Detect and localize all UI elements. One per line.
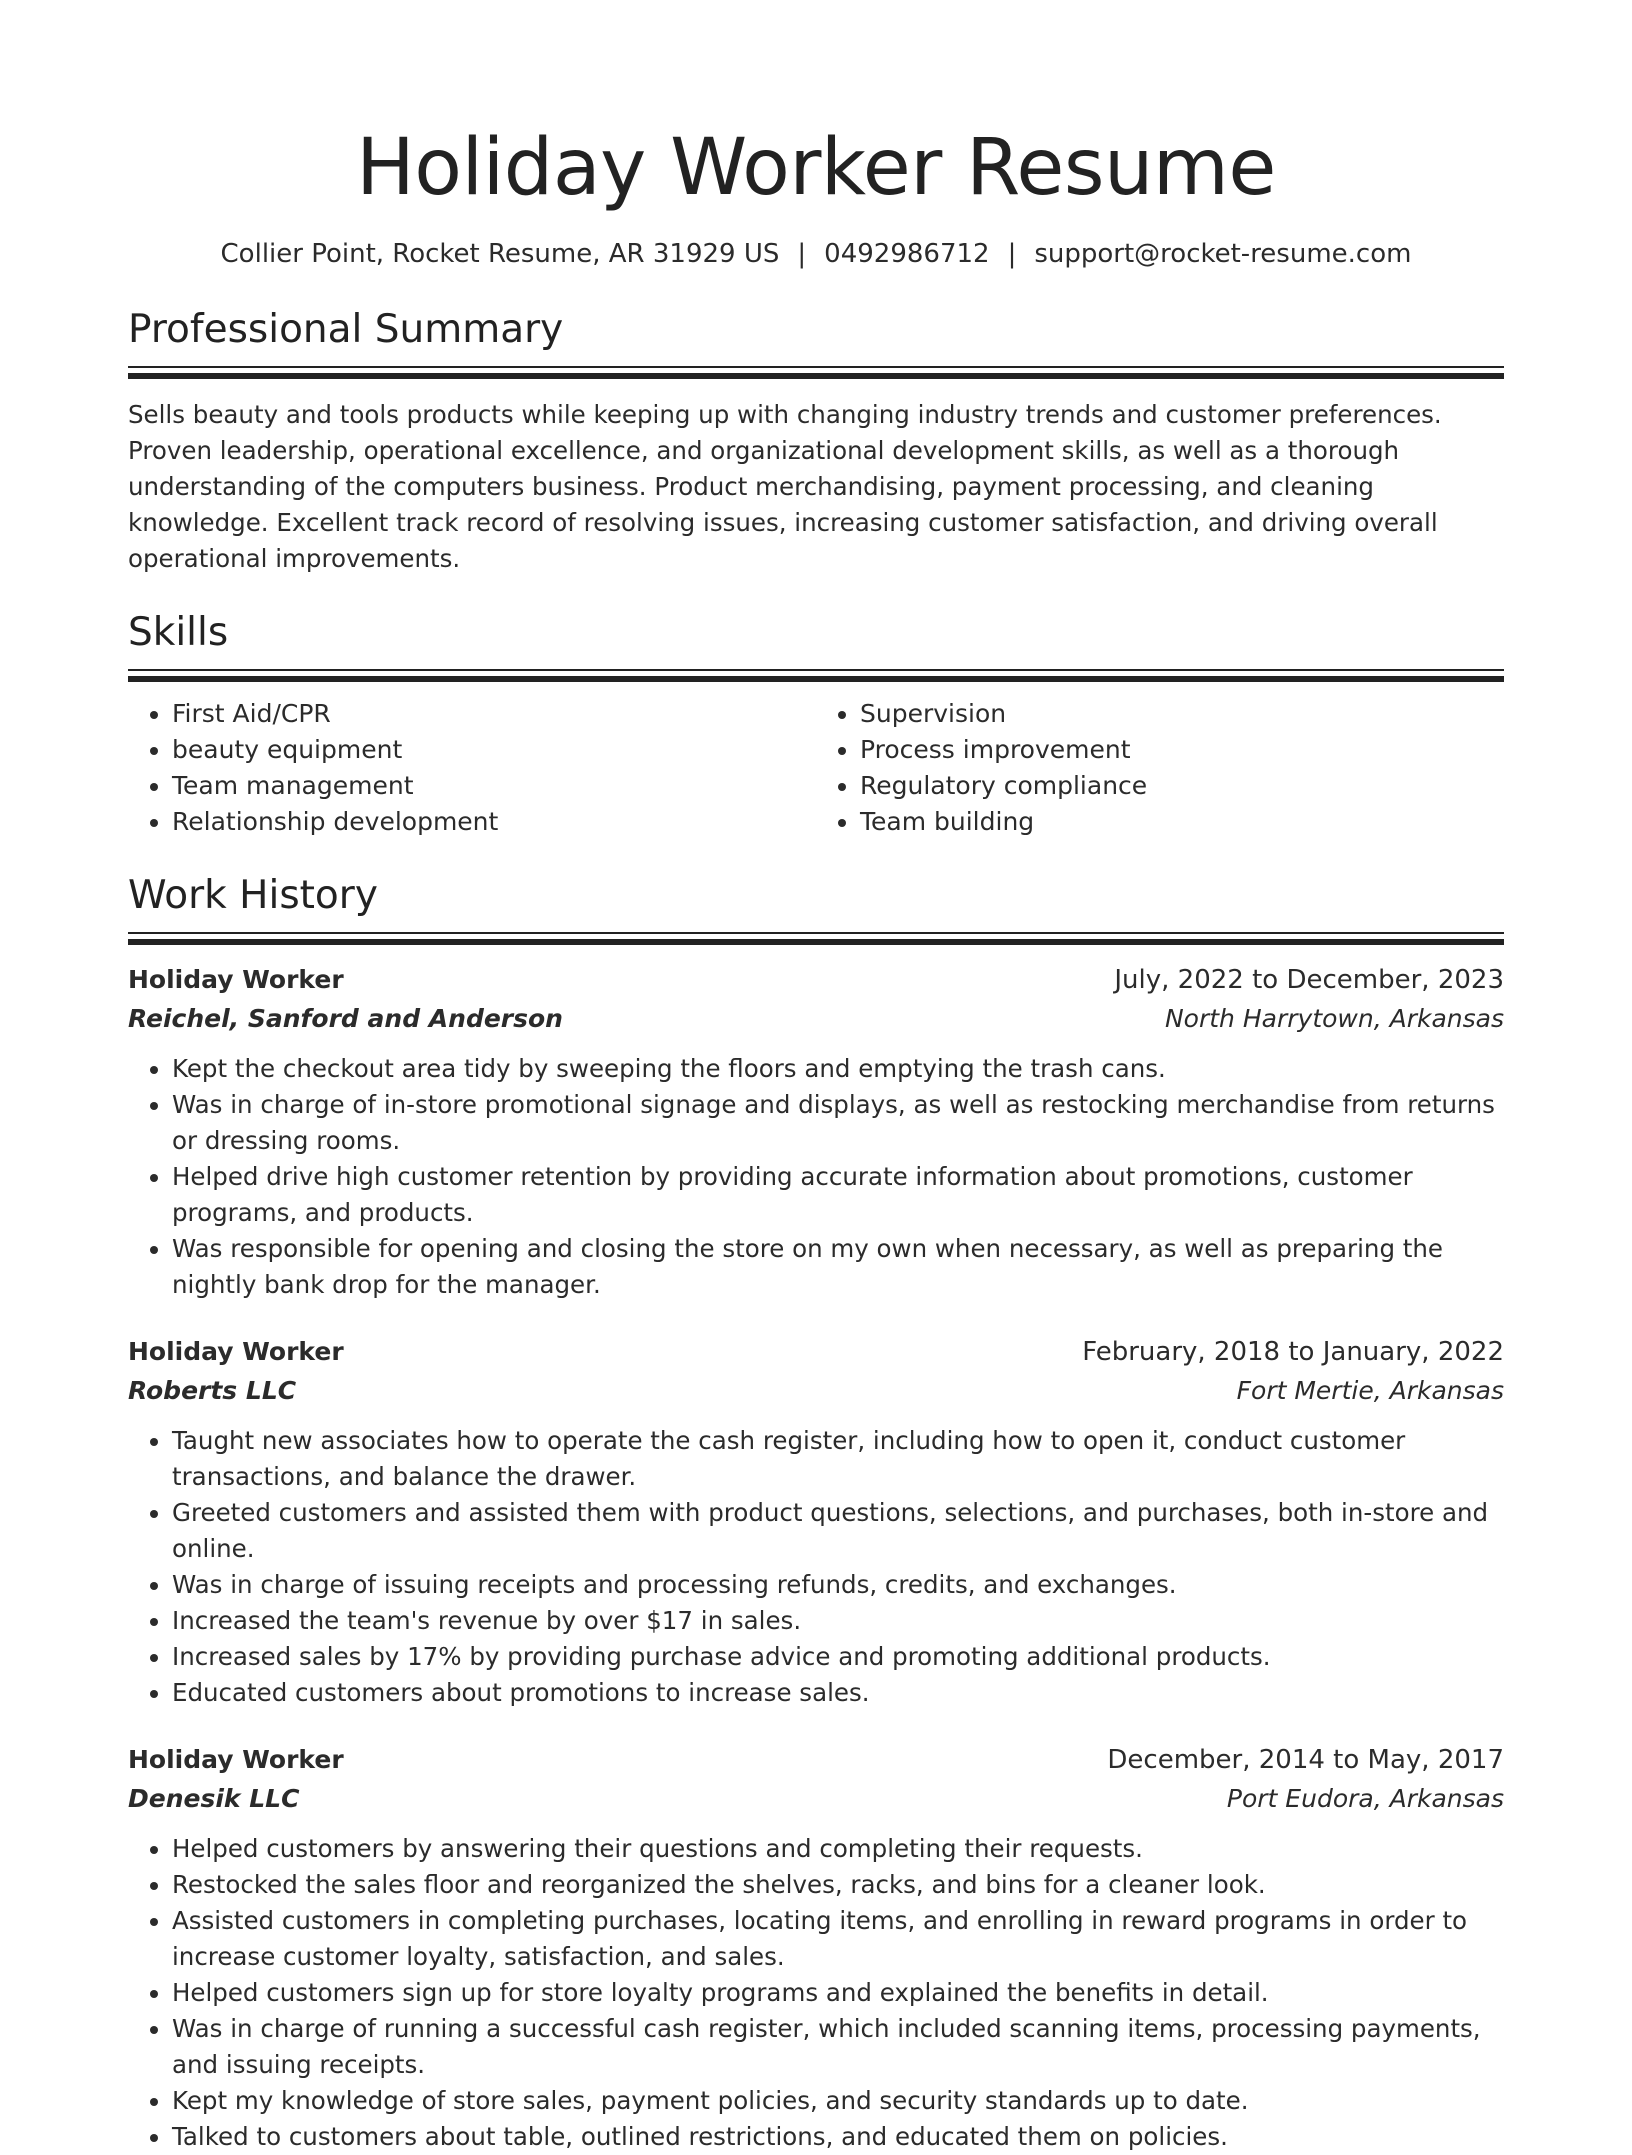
contact-line	[128, 234, 1504, 274]
job-duty: • Was in charge of running a successful cash register, which included scanning items, processing payments, and issuing receipts.	[172, 2011, 1504, 2083]
skills-column-right	[816, 696, 1504, 840]
section-rule-thick	[128, 676, 1504, 682]
job-duty: • Helped customers by answering their questions and completing their requests.	[172, 1831, 1504, 1867]
contact-address: Collier Point, Rocket Resume, AR 31929 US	[220, 239, 780, 269]
job-duty: • Was responsible for opening and closing the store on my own when necessary, as well as preparing the nightly bank drop for the manager.	[172, 1231, 1504, 1303]
section-rule-thin	[128, 932, 1504, 934]
skill-item: • Process improvement	[860, 732, 1504, 768]
job-title: Holiday Worker	[128, 1745, 344, 1774]
skill-item: • First Aid/CPR	[172, 696, 816, 732]
summary-section	[128, 304, 1504, 577]
job-header-row	[128, 961, 1504, 999]
job-title: Holiday Worker	[128, 965, 344, 994]
job-duty: • Increased sales by 17% by providing purchase advice and promoting additional products.	[172, 1639, 1504, 1675]
job-entry	[128, 1741, 1504, 2155]
skills-heading: Skills	[128, 610, 229, 655]
job-company-row	[128, 1779, 1504, 1819]
section-rule-thin	[128, 366, 1504, 368]
job-header-row	[128, 1333, 1504, 1371]
skills-column-left	[128, 696, 816, 840]
job-duty: • Kept the checkout area tidy by sweeping the floors and emptying the trash cans.	[172, 1051, 1504, 1087]
job-company-row	[128, 999, 1504, 1039]
section-rule-thin	[128, 669, 1504, 671]
contact-separator: |	[797, 239, 807, 269]
job-duties	[128, 1051, 1504, 1303]
job-company-row	[128, 1371, 1504, 1411]
job-duty: • Was in charge of issuing receipts and processing refunds, credits, and exchanges.	[172, 1567, 1504, 1603]
job-duties	[128, 1831, 1504, 2155]
summary-text: Sells beauty and tools products while keeping up with changing industry trends and customer preferences. Proven leadership, operational excellence, and organizational development skills, as well as a thorough understanding of the computers business. Product merchandising, payment processing, and cleaning knowledge. Excellent track record of resolving issues, increasing customer satisfaction, and driving overall operational improvements.	[128, 400, 1442, 573]
section-rule-thick	[128, 939, 1504, 945]
job-header-row	[128, 1741, 1504, 1779]
job-title: Holiday Worker	[128, 1337, 344, 1366]
skill-item: • Supervision	[860, 696, 1504, 732]
job-duty: • Taught new associates how to operate the cash register, including how to open it, conduct customer transactions, and balance the drawer.	[172, 1423, 1504, 1495]
job-duty: • Increased the team's revenue by over $17 in sales.	[172, 1603, 1504, 1639]
job-entry	[128, 1333, 1504, 1711]
skill-item: • Team management	[172, 768, 816, 804]
job-duty: • Helped drive high customer retention by providing accurate information about promotions, customer programs, and products.	[172, 1159, 1504, 1231]
job-entry	[128, 961, 1504, 1303]
section-rule-thick	[128, 373, 1504, 379]
contact-email: support@rocket-resume.com	[1034, 239, 1412, 269]
job-company: Roberts LLC	[128, 1376, 297, 1405]
job-dates: February, 2018 to January, 2022	[1082, 1337, 1504, 1367]
job-duty: • Was in charge of in-store promotional signage and displays, as well as restocking merchandise from returns or dressing rooms.	[172, 1087, 1504, 1159]
job-location: Port Eudora, Arkansas	[1226, 1784, 1504, 1813]
skills-list	[128, 696, 1504, 840]
job-duty: • Educated customers about promotions to increase sales.	[172, 1675, 1504, 1711]
job-duty: • Assisted customers in completing purchases, locating items, and enrolling in reward programs in order to increase customer loyalty, satisfaction, and sales.	[172, 1903, 1504, 1975]
contact-separator: |	[1007, 239, 1017, 269]
job-duty: • Greeted customers and assisted them with product questions, selections, and purchases, both in-store and online.	[172, 1495, 1504, 1567]
skills-section	[128, 607, 1504, 840]
work-history-section	[128, 870, 1504, 2155]
summary-heading: Professional Summary	[128, 307, 564, 352]
job-company: Reichel, Sanford and Anderson	[128, 1004, 563, 1033]
resume-title: Holiday Worker Resume	[356, 123, 1276, 213]
skill-item: • beauty equipment	[172, 732, 816, 768]
job-dates: July, 2022 to December, 2023	[1114, 965, 1504, 995]
job-duty: • Talked to customers about table, outlined restrictions, and educated them on policies.	[172, 2119, 1504, 2155]
job-dates: December, 2014 to May, 2017	[1107, 1745, 1504, 1775]
job-duty: • Kept my knowledge of store sales, payment policies, and security standards up to date.	[172, 2083, 1504, 2119]
job-company: Denesik LLC	[128, 1784, 300, 1813]
skill-item: • Regulatory compliance	[860, 768, 1504, 804]
job-location: North Harrytown, Arkansas	[1164, 1004, 1504, 1033]
job-duty: • Helped customers sign up for store loyalty programs and explained the benefits in detail.	[172, 1975, 1504, 2011]
job-duty: • Restocked the sales floor and reorganized the shelves, racks, and bins for a cleaner look.	[172, 1867, 1504, 1903]
job-duties	[128, 1423, 1504, 1711]
skill-item: • Team building	[860, 804, 1504, 840]
contact-phone: 0492986712	[824, 239, 990, 269]
skill-item: • Relationship development	[172, 804, 816, 840]
work-history-heading: Work History	[128, 873, 378, 918]
job-location: Fort Mertie, Arkansas	[1236, 1376, 1504, 1405]
